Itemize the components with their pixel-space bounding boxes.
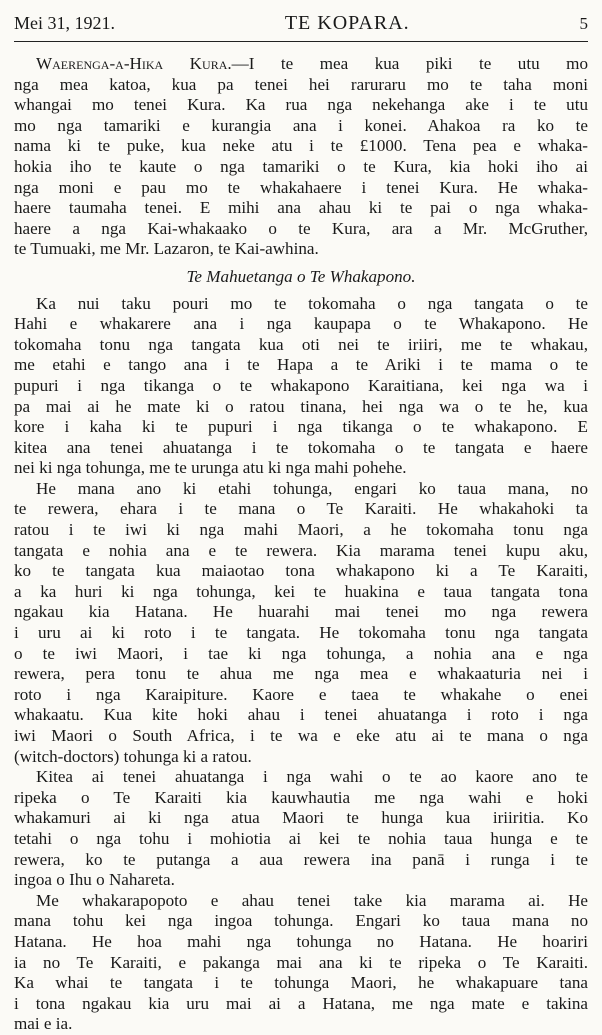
paragraph-waerenga (14, 54, 588, 260)
text-line: ko te tangata kua maiaotao tona whakapono ki a Te Karaiti, (14, 561, 588, 581)
text-line: a ka huri ki nga tohunga, kei te huakina e taua tangata tona (14, 581, 588, 601)
paragraph-lead: Waerenga-a-Hika Kura. (36, 54, 232, 73)
text-line: He mana ano ki etahi tohunga, engari ko taua mana, no (36, 478, 588, 498)
text-line: iwi Maori o South Africa, i te wa e eke atu ai te mana o nga (14, 726, 588, 745)
text-line: ngakau kia Hatana. He huarahi mai tenei mo nga rewera (14, 602, 588, 622)
text-line: mana tohu kei nga ingoa tohunga. Engari ko taua mana no (14, 911, 588, 931)
text-line: rewera, pera tonu te ahua me nga mea e whakaaturia nei i (14, 664, 588, 684)
text-line: hokia iho te kaute o nga tamariki o te Kura, kia hoki iho ai (14, 156, 588, 176)
header-rule (14, 41, 588, 42)
text-line: mai e ia. (14, 1014, 73, 1034)
text-line: nama ki te puke, kua neke atu i te £1000. Tena pea e whaka- (14, 136, 588, 156)
text-line: Ka nui taku pouri mo te tokomaha o nga tangata o te (36, 293, 588, 313)
text-line: Me whakarapopoto e ahau tenei take kia marama ai. He (36, 890, 588, 910)
text-line: Hahi e whakarere ana i nga kaupapa o te Whakapono. He (14, 314, 588, 334)
section-subheading: Te Mahuetanga o Te Whakapono. (186, 266, 416, 286)
text-line: tokomaha tonu nga tangata kua oti nei te iriiri, me te whakau, (14, 334, 588, 354)
text-line: mo nga tamariki e kurangia ana i konei. Ahakoa ra ko te (14, 115, 588, 135)
text-line: haere taumaha tenei. E mihi ana ahau ki te pai o nga whaka- (14, 198, 588, 218)
text-line: roto i nga Karaipiture. Kaore e taea te whakahe o enei (14, 684, 588, 704)
text-line: whakamuri ai ki nga atua Maori te hunga kua iriiritia. Ko (14, 808, 588, 828)
page-number: 5 (579, 14, 588, 33)
text-line: (witch-doctors) tohunga ki a ratou. (14, 746, 252, 766)
text-line: Kitea ai tenei ahuatanga i nga wahi o te ao kaore ano te (36, 767, 588, 787)
text-line: i uru ai ki roto i te tangata. He tokomaha tonu nga tangata (14, 623, 588, 643)
text-line: Hatana. He hoa mahi nga tohunga no Hatana. He hoariri (14, 931, 588, 951)
text-line: haere a nga Kai-whakaako o te Kura, ara a Mr. McGruther, (14, 218, 588, 238)
header-date: Mei 31, 1921. (14, 13, 115, 33)
text-line: nei ki nga tohunga, me te urunga atu ki nga mahi pohehe. (14, 458, 407, 478)
paragraph-5 (14, 891, 588, 1035)
text-line: ratou i te iwi ki nga mahi Maori, a he tokomaha tonu nga (14, 520, 588, 540)
text-line: Waerenga-a-Hika Kura.—I te mea kua piki te utu mo (36, 54, 588, 73)
text-line: ingoa o Ihu o Nahareta. (14, 870, 175, 890)
text-line: nga mea katoa, kua pa tenei hei raruraru mo te taha moni (14, 74, 588, 94)
text-line: tetahi o nga tohu i mohiotia ai kei te nohia taua hunga e te (14, 828, 588, 848)
text-line: kitea ana tenei ahuatanga i te tokomaha o te tangata e haere (14, 437, 588, 457)
text-line: whakaatu. Kua kite hoki ahau i tenei ahuatanga i roto i nga (14, 705, 588, 725)
text-line: te Tumuaki, me Mr. Lazaron, te Kai-awhina. (14, 239, 319, 259)
paragraph-3 (14, 479, 588, 767)
text-line: te rewera, ehara i te mana o Te Karaiti. He whakahoki ta (14, 499, 588, 519)
text-line: o te iwi Maori, i tae ki nga tohunga, a nohia ana e nga (14, 643, 588, 663)
paragraph-4 (14, 767, 588, 891)
article-body (14, 54, 588, 1035)
running-header (14, 12, 588, 35)
text-line: rewera, ko te putanga a aua rewera ina panā i runga i te (14, 849, 588, 869)
text-line: me etahi e tango ana i te Hapa a te Ariki i te mama o te (14, 355, 588, 375)
text-line: whangai mo tenei Kura. Ka rua nga nekehanga ake i te utu (14, 95, 588, 115)
text-line: pa mai ai he mate ki o ratou tinana, hei nga wa o te he, kua (14, 396, 588, 416)
text-line: kore i kaha ki te pupuri i nga tikanga o te whakapono. E (14, 417, 588, 437)
text-line: ripeka o Te Karaiti kia kauwhautia me nga wahi e hoki (14, 787, 588, 807)
header-title: TE KOPARA. (284, 12, 410, 34)
text-line: pupuri i nga tikanga o te whakapono Karaitiana, kei nga wa i (14, 375, 588, 395)
paragraph-2 (14, 294, 588, 479)
text-line: i tona ngakau kia uru mai ai a Hatana, me nga mate e takina (14, 993, 588, 1013)
text-line: Ka whai te tangata i te tohunga Maori, he whakapuare tana (14, 973, 588, 993)
text-line: nga moni e pau mo te whakahaere i tenei Kura. He whaka- (14, 177, 588, 197)
text-line: ia no Te Karaiti, e pakanga mai ana ki te ripeka o Te Karaiti. (14, 952, 588, 972)
text-line: tangata e nohia ana e te rewera. Kia marama tenei kupu aku, (14, 540, 588, 560)
